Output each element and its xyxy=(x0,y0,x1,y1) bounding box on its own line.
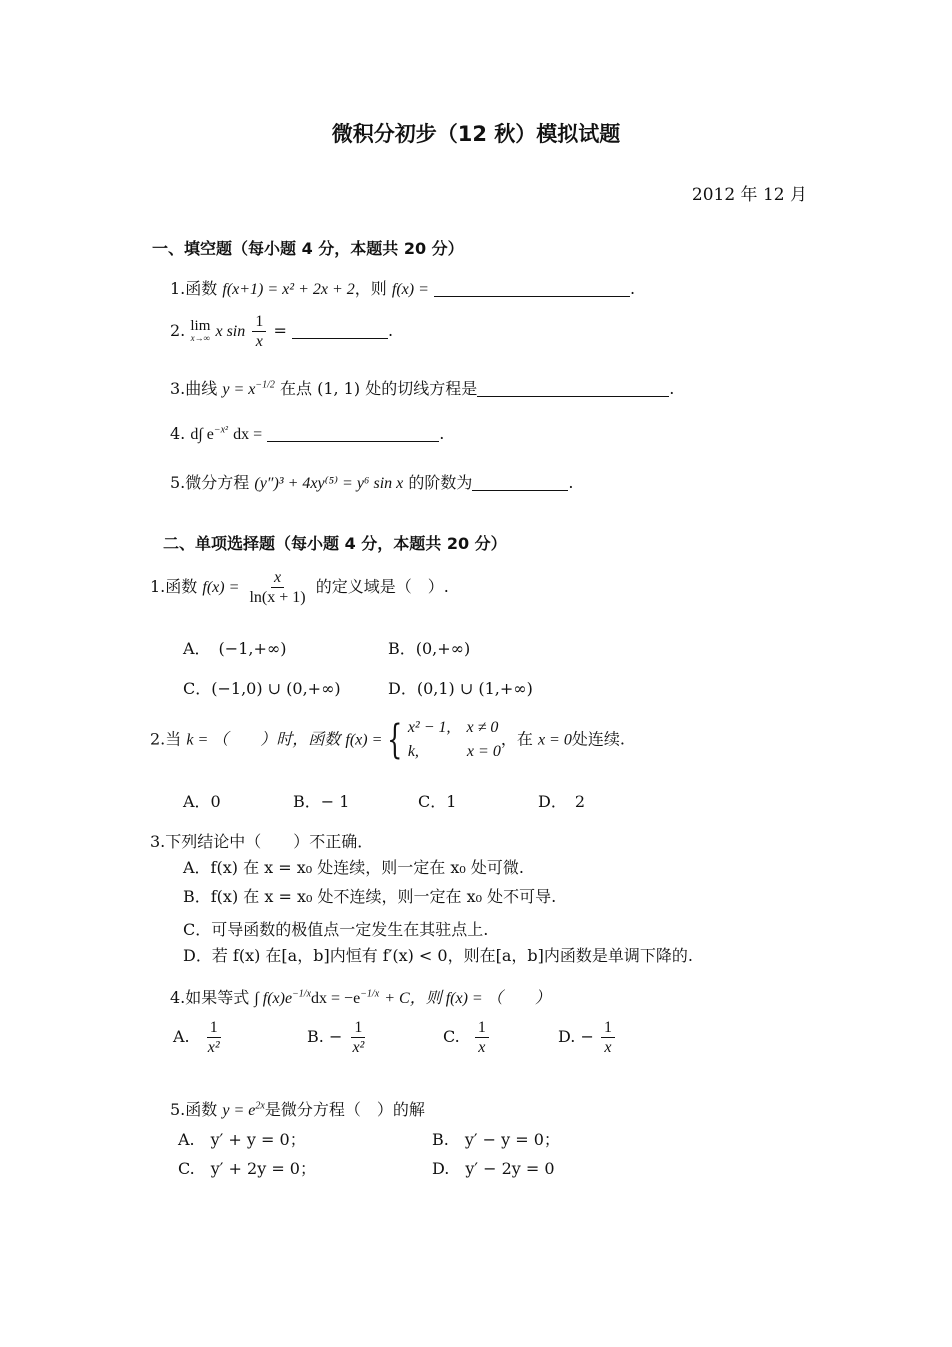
answer-blank[interactable] xyxy=(292,337,388,339)
q3-option-b[interactable]: B．f(x) 在 x = x₀ 处不连续，则一定在 x₀ 处不可导. xyxy=(183,887,557,906)
fill-question-1: 1.函数 f(x+1) = x² + 2x + 2，则 f(x) = . xyxy=(170,279,636,298)
q4-option-d[interactable]: D. − $\frac{1}{x}$ xyxy=(558,1018,617,1057)
q2-option-d[interactable]: D． 2 xyxy=(538,792,586,811)
section-1-heading: 一、填空题（每小题 4 分，本题共 20 分） xyxy=(152,239,464,258)
q2-option-b[interactable]: B．− 1 xyxy=(293,792,350,811)
fill-question-2: 2. lim x→∞ x sin $\frac{1}{x}$ = . xyxy=(170,313,394,351)
q1-option-b[interactable]: B．(0,+∞) xyxy=(388,639,471,658)
brace-symbol: { xyxy=(387,717,403,763)
answer-blank[interactable] xyxy=(267,440,439,442)
q3-option-c[interactable]: C．可导函数的极值点一定发生在其驻点上. xyxy=(183,920,489,939)
choice-question-1: 1.函数 f(x) = $\frac{x}{\ln(x + 1)}$ 的定义域是（ ）. xyxy=(150,569,449,607)
q2-option-a[interactable]: A．0 xyxy=(183,792,221,811)
exam-date: 2012 年 12 月 xyxy=(691,185,807,205)
q4-option-c[interactable]: C. $\frac{1}{x}$ xyxy=(443,1018,491,1057)
section-2-heading: 二、单项选择题（每小题 4 分，本题共 20 分） xyxy=(163,534,507,553)
page-title: 微积分初步（12 秋）模拟试题 xyxy=(331,122,621,146)
choice-question-3: 3.下列结论中（ ）不正确． xyxy=(150,832,374,851)
q3-option-d[interactable]: D．若 f(x) 在[a，b]内恒有 f′(x) < 0，则在[a，b]内函数是单调下降的. xyxy=(183,946,693,965)
q1-option-c[interactable]: C．(−1,0) ∪ (0,+∞) xyxy=(183,679,341,698)
q3-option-a[interactable]: A．f(x) 在 x = x₀ 处连续，则一定在 x₀ 处可微. xyxy=(183,858,524,877)
q5-option-d[interactable]: D. y′ − 2y = 0 xyxy=(432,1159,555,1178)
fill-question-5: 5.微分方程 (y″)³ + 4xy⁽⁵⁾ = y⁶ sin x 的阶数为 . xyxy=(170,473,574,492)
answer-blank[interactable] xyxy=(477,395,669,397)
q4-option-b[interactable]: B. − $\frac{1}{\text{x²}}$ xyxy=(307,1019,365,1057)
q5-option-a[interactable]: A. y′ + y = 0； xyxy=(178,1130,306,1149)
answer-blank[interactable] xyxy=(434,295,630,297)
answer-blank[interactable] xyxy=(472,489,568,491)
q2-option-c[interactable]: C．1 xyxy=(418,792,457,811)
q1-option-d[interactable]: D．(0,1) ∪ (1,+∞) xyxy=(388,679,533,698)
q1-option-a[interactable]: A． (−1,+∞) xyxy=(183,639,287,658)
choice-question-5: 5.函数 $y = e^{2x}$是微分方程（ ）的解 xyxy=(170,1100,425,1119)
choice-question-4: 4.如果等式 ∫ $f(x)e^{-1/x}dx = -e^{-1/x} + C$，则 f(x) = （ ） xyxy=(170,988,551,1007)
choice-question-2: 2.当 k = （ ）时，函数 f(x) = { x² − 1, x ≠ 0 k, x = 0 ，在 x = 0处连续. xyxy=(150,717,625,763)
q4-option-a[interactable]: A. $\frac{1}{\text{x²}}$ xyxy=(173,1019,220,1057)
fill-question-4: 4. d∫ $e^{-x^2}$ dx = . xyxy=(170,424,445,443)
q5-option-c[interactable]: C. y′ + 2y = 0； xyxy=(178,1159,316,1178)
q5-option-b[interactable]: B. y′ − y = 0； xyxy=(432,1130,560,1149)
fill-question-3: 3.曲线 $y = x^{-1/2}$ 在点 (1, 1) 处的切线方程是 . xyxy=(170,379,675,398)
